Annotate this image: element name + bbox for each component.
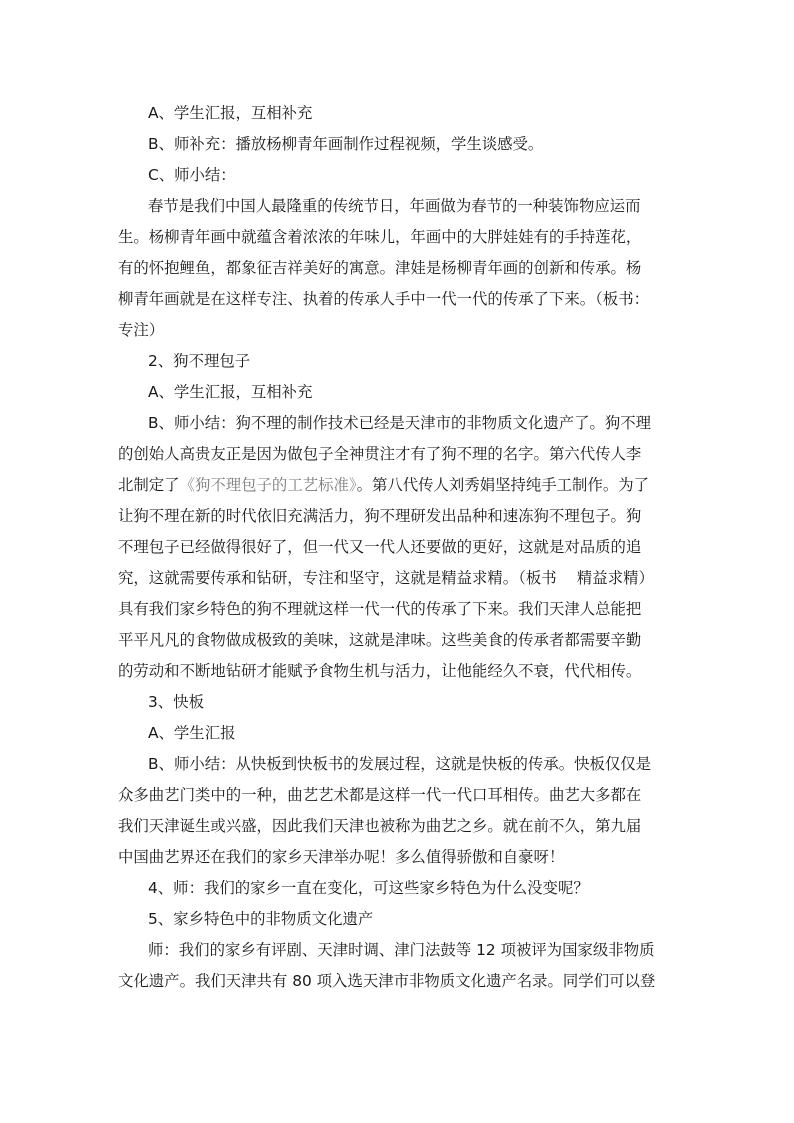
section-heading: 2、狗不理包子 — [148, 352, 251, 370]
paragraph-line: 生。杨柳青年画中就蕴含着浓浓的年味儿，年画中的大胖娃娃有的手持莲花， — [118, 228, 642, 246]
paragraph-line: 的创始人高贵友正是因为做包子全神贯注才有了狗不理的名字。第六代传人李 — [118, 445, 642, 463]
paragraph-line: 众多曲艺门类中的一种，曲艺艺术都是这样一代一代口耳相传。曲艺大多都在 — [118, 786, 642, 804]
section-heading: 5、家乡特色中的非物质文化遗产 — [148, 910, 374, 928]
paragraph-line: 专注） — [118, 321, 165, 339]
paragraph-line: B、师补充：播放杨柳青年画制作过程视频，学生谈感受。 — [148, 135, 544, 153]
paragraph-line: B、师小结：从快板到快板书的发展过程，这就是快板的传承。快板仅仅是 — [148, 755, 652, 773]
text-span: 。第八代传人刘秀娟坚持纯手工制作。为了 — [356, 476, 650, 494]
section-heading: 4、师：我们的家乡一直在变化，可这些家乡特色为什么没变呢？ — [148, 879, 589, 897]
paragraph-line: 不理包子已经做得很好了，但一代又一代人还要做的更好，这就是对品质的追 — [118, 538, 642, 556]
paragraph-line — [118, 475, 649, 495]
paragraph-line: 师：我们的家乡有评剧、天津时调、津门法鼓等 12 项被评为国家级非物质 — [148, 941, 655, 959]
section-heading: 3、快板 — [148, 693, 204, 711]
paragraph-line: A、学生汇报，互相补充 — [148, 104, 313, 122]
text-span: 北制定了 — [118, 476, 180, 494]
paragraph-line: A、学生汇报 — [148, 724, 236, 742]
paragraph-line: 我们天津诞生或兴盛，因此我们天津也被称为曲艺之乡。就在前不久，第九届 — [118, 817, 642, 835]
paragraph-line: C、师小结： — [148, 166, 236, 184]
paragraph-line: A、学生汇报，互相补充 — [148, 383, 313, 401]
paragraph-line: 文化遗产。我们天津共有 80 项入选天津市非物质文化遗产名录。同学们可以登 — [118, 972, 656, 990]
paragraph-line: 究，这就需要传承和钻研，专注和坚守，这就是精益求精。（板书 精益求精） — [118, 569, 654, 587]
paragraph-line: 让狗不理在新的时代依旧充满活力，狗不理研发出品种和速冻狗不理包子。狗 — [118, 507, 642, 525]
book-title-span: 《狗不理包子的工艺标准》 — [179, 476, 357, 494]
paragraph-line: 具有我们家乡特色的狗不理就这样一代一代的传承了下来。我们天津人总能把 — [118, 600, 642, 618]
paragraph-line: 中国曲艺界还在我们的家乡天津举办呢！多么值得骄傲和自豪呀！ — [118, 848, 565, 866]
paragraph-line: B、师小结：狗不理的制作技术已经是天津市的非物质文化遗产了。狗不理 — [148, 414, 652, 432]
paragraph-line: 春节是我们中国人最隆重的传统节日，年画做为春节的一种装饰物应运而 — [148, 197, 641, 215]
paragraph-line: 有的怀抱鲤鱼，都象征吉祥美好的寓意。津娃是杨柳青年画的创新和传承。杨 — [118, 259, 642, 277]
paragraph-line: 平平凡凡的食物做成极致的美味，这就是津味。这些美食的传承者都需要辛勤 — [118, 631, 642, 649]
paragraph-line: 柳青年画就是在这样专注、执着的传承人手中一代一代的传承了下来。（板书： — [118, 290, 649, 308]
paragraph-line: 的劳动和不断地钻研才能赋予食物生机与活力，让他能经久不衰，代代相传。 — [118, 662, 642, 680]
